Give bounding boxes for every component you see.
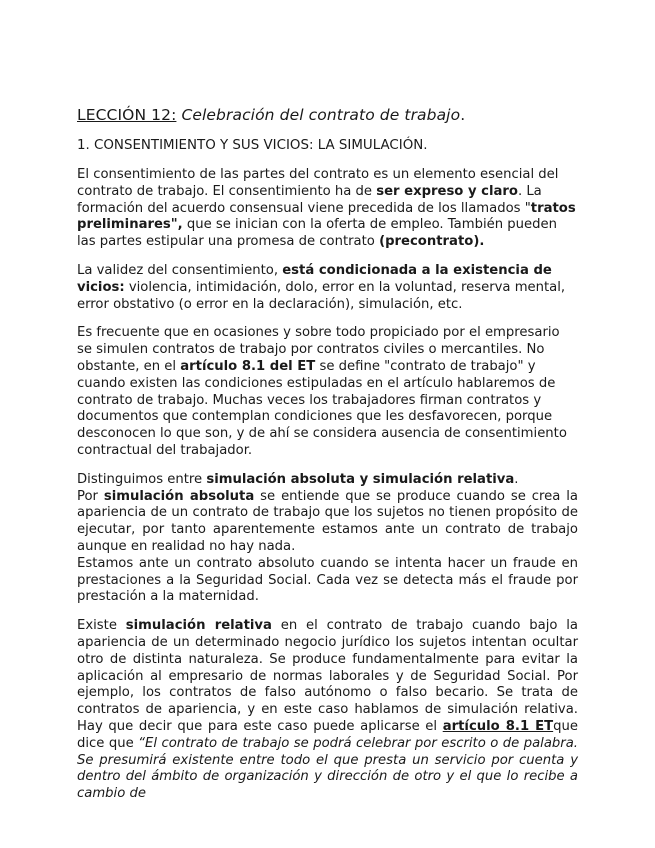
bold-text: simulación relativa <box>125 618 272 634</box>
text: se entiende que se produce cuando se crea la apariencia de un contrato de trabajo que los sujetos no tienen propósito de ejecutar, por tanto aparentemente estamos ante un contrato de trabajo aunque en realidad no hay nada. <box>77 488 578 554</box>
text: . La formación del acuerdo consensual viene precedida de los llamados " <box>77 183 542 216</box>
bold-text: tratos preliminares", <box>77 200 576 233</box>
text: que se inician con la oferta de empleo. También pueden las partes estipular una promesa de contrato <box>77 217 557 250</box>
paragraph-simulacion-absoluta <box>77 489 578 556</box>
paragraph-contrato-absoluto <box>77 556 578 606</box>
text: en el contrato de trabajo cuando bajo la apariencia de un determinado negocio jurídico los sujetos intentan ocultar otro de distinta naturaleza. Se produce fundamentalmente para evitar la aplicación al empresario de normas laborales y de Seguridad Social. Por ejemplo, los contratos de falso autónomo o falso becario. Se trata de contratos de apariencia, y en este caso hablamos de simulación relativa. Hay que decir que para este caso puede aplicarse el <box>77 618 578 734</box>
bold-text: artículo 8.1 del ET <box>180 358 316 374</box>
bold-underlined-text: artículo 8.1 ET <box>442 718 554 734</box>
quoted-text: “El contrato de trabajo se podrá celebrar por escrito o de palabra. Se presumirá existente entre todo el que presta un servicio por cuenta y dentro del ámbito de organización y dirección de otro y el que lo recibe a cambio de <box>77 735 578 802</box>
lesson-title <box>77 104 578 126</box>
text: Distinguimos entre <box>77 471 207 487</box>
paragraph-consentimiento <box>77 167 578 251</box>
document-body <box>77 104 578 815</box>
section-heading: 1. CONSENTIMIENTO Y SUS VICIOS: LA SIMULACIÓN. <box>77 138 428 153</box>
bold-text: (precontrato). <box>379 234 485 250</box>
bold-text: simulación absoluta <box>103 488 255 504</box>
text: . <box>514 471 519 487</box>
lesson-title-end: . <box>460 106 466 124</box>
text: Estamos ante un contrato absoluto cuando se intenta hacer un fraude en prestaciones a la Seguridad Social. Cada vez se detecta más el fraude por prestación a la maternidad. <box>77 555 578 605</box>
text: El consentimiento de las partes del contrato es un elemento esencial del contrato de trabajo. El consentimiento ha de <box>77 167 559 199</box>
paragraph-simulacion-relativa <box>77 618 578 803</box>
bold-text: está condicionada a la existencia de vicios: <box>77 262 552 295</box>
paragraph-distinguimos <box>77 472 578 489</box>
text: Es frecuente que en ocasiones y sobre todo propiciado por el empresario se simulen contratos de trabajo por contratos civiles o mercantiles. No obstante, en el <box>77 325 560 374</box>
lesson-number: LECCIÓN 12: <box>77 106 177 124</box>
bold-text: ser expreso y claro <box>376 183 518 199</box>
text: Existe <box>77 618 126 634</box>
paragraph-frecuente <box>77 325 578 459</box>
text: violencia, intimidación, dolo, error en la voluntad, reserva mental, error obstativo (o error en la declaración), simulación, etc. <box>77 279 566 312</box>
text: se define "contrato de trabajo" y cuando existen las condiciones estipuladas en el artículo hablaremos de contrato de trabajo. Muchas veces los trabajadores firman contratos y documentos que contemplan condiciones que les desfavorecen, porque desconocen lo que son, y de ahí se considera ausencia de consentimiento contractual del trabajador. <box>77 358 567 458</box>
text: La validez del consentimiento, <box>77 262 283 278</box>
paragraph-validez <box>77 263 578 313</box>
text: que dice que <box>77 718 578 751</box>
lesson-subtitle: Celebración del contrato de trabajo <box>181 106 461 124</box>
bold-text: simulación absoluta y simulación relativa <box>206 471 515 487</box>
text: Por <box>77 488 104 504</box>
